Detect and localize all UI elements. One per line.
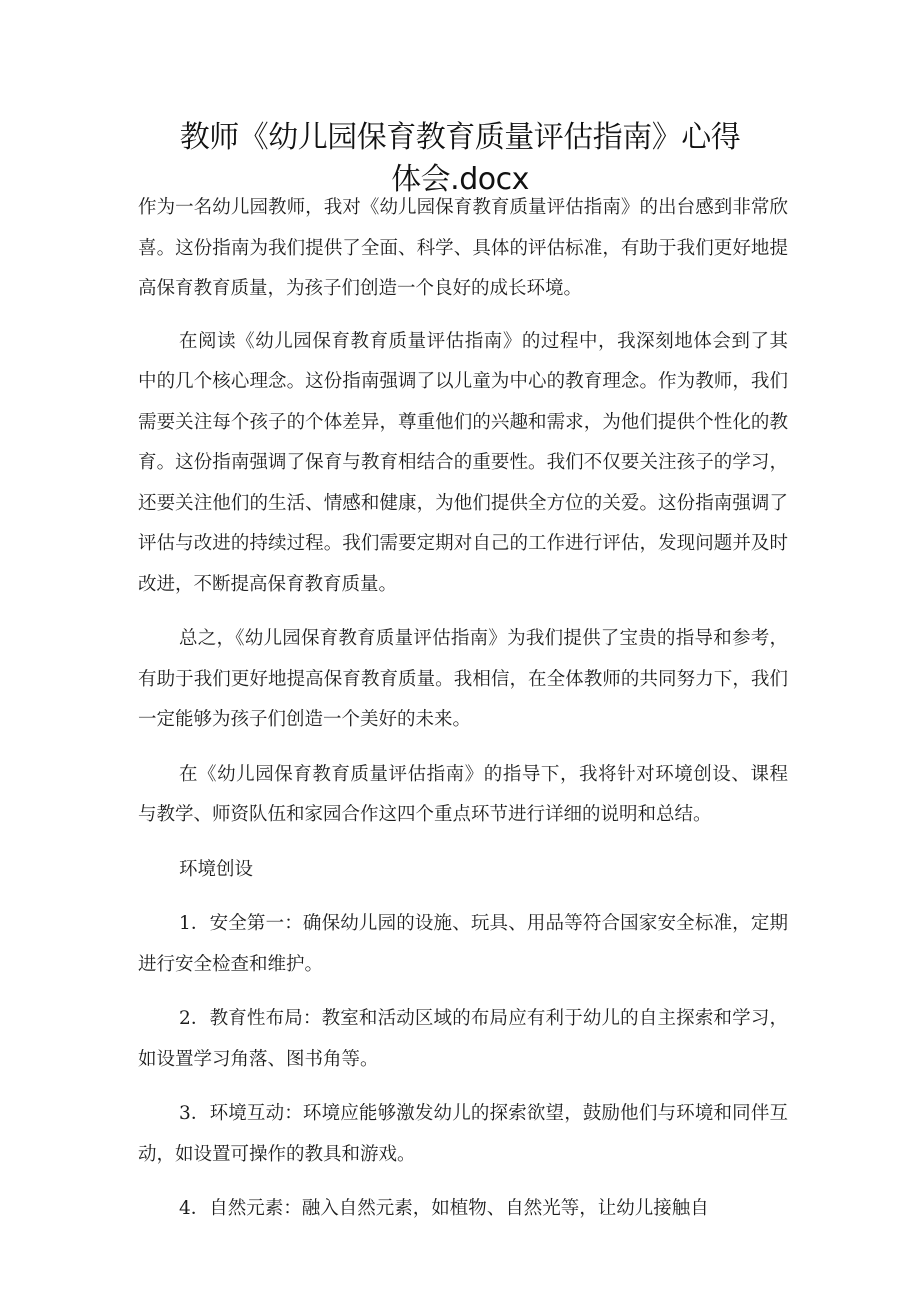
- paragraph-reading: 在阅读《幼儿园保育教育质量评估指南》的过程中，我深刻地体会到了其中的几个核心理念。这份指南强调了以儿童为中心的教育理念。作为教师，我们需要关注每个孩子的个体差异，尊重他们的兴趣和需求，为他们提供个性化的教育。这份指南强调了保育与教育相结合的重要性。我们不仅要关注孩子的学习，还要关注他们的生活、情感和健康，为他们提供全方位的关爱。这份指南强调了评估与改进的持续过程。我们需要定期对自己的工作进行评估，发现问题并及时改进，不断提高保育教育质量。: [138, 330, 788, 595]
- list-item: 3．环境互动：环境应能够激发幼儿的探索欲望，鼓励他们与环境和同伴互动，如设置可操作的教具和游戏。: [138, 1103, 788, 1165]
- paragraph-summary: 总之，《幼儿园保育教育质量评估指南》为我们提供了宝贵的指导和参考，有助于我们更好地提高保育教育质量。我相信，在全体教师的共同努力下，我们一定能够为孩子们创造一个美好的未来。: [138, 628, 788, 730]
- document-body: [138, 188, 788, 1230]
- section-heading: 环境创设: [179, 858, 254, 880]
- document-title-line-1: 教师《幼儿园保育教育质量评估指南》心得: [179, 120, 741, 155]
- list-item: 1．安全第一：确保幼儿园的设施、玩具、用品等符合国家安全标准，定期进行安全检查和维护。: [138, 913, 788, 975]
- document-title-line-2: 体会.docx: [391, 162, 529, 197]
- list-item: 2．教育性布局：教室和活动区域的布局应有利于幼儿的自主探索和学习，如设置学习角落、图书角等。: [138, 1008, 788, 1070]
- paragraph-intro: 作为一名幼儿园教师，我对《幼儿园保育教育质量评估指南》的出台感到非常欣喜。这份指南为我们提供了全面、科学、具体的评估标准，有助于我们更好地提高保育教育质量，为孩子们创造一个良好的成长环境。: [138, 197, 788, 299]
- paragraph-guidance: 在《幼儿园保育教育质量评估指南》的指导下，我将针对环境创设、课程与教学、师资队伍和家园合作这四个重点环节进行详细的说明和总结。: [138, 763, 788, 825]
- list-item: 4．自然元素：融入自然元素，如植物、自然光等，让幼儿接触自: [179, 1198, 709, 1219]
